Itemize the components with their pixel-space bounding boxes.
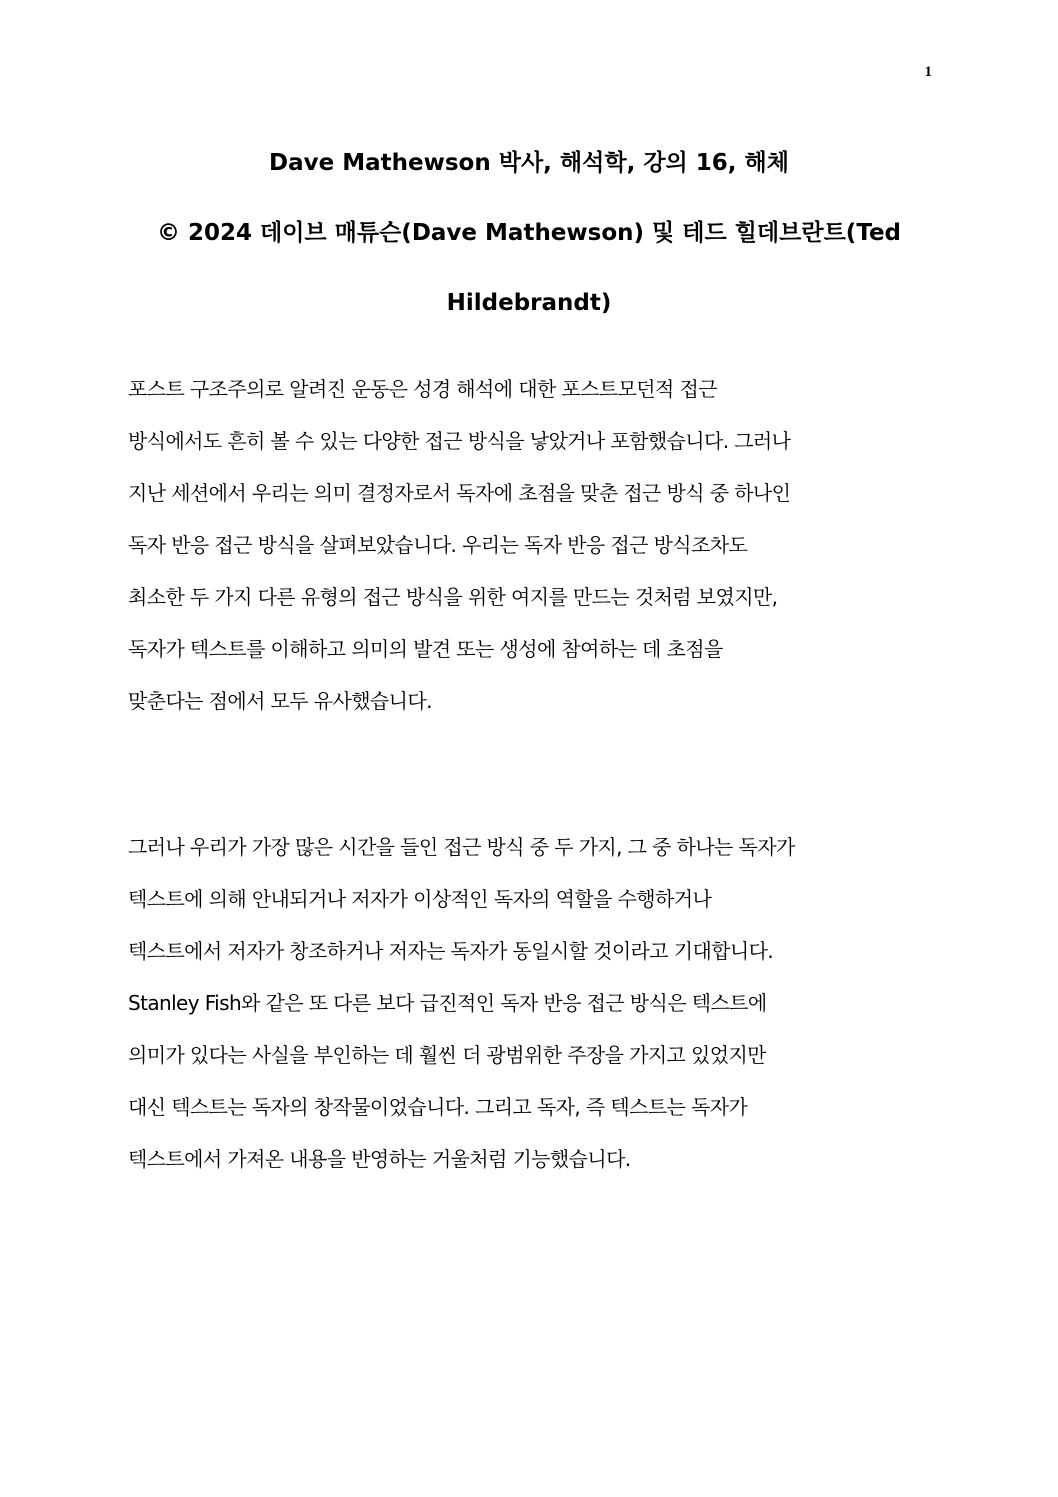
- paragraph-line: Stanley Fish와 같은 또 다른 보다 급진적인 독자 반응 접근 방식은 텍스트에: [128, 991, 767, 1015]
- title-line-2: © 2024 데이브 매튜슨(Dave Mathewson) 및 테드 힐데브란트(Ted: [156, 220, 902, 246]
- paragraph-line: 텍스트에 의해 안내되거나 저자가 이상적인 독자의 역할을 수행하거나: [128, 887, 712, 911]
- paragraph-line: 대신 텍스트는 독자의 창작물이었습니다. 그리고 독자, 즉 텍스트는 독자가: [128, 1095, 748, 1119]
- paragraph-line: 텍스트에서 가져온 내용을 반영하는 거울처럼 기능했습니다.: [128, 1147, 631, 1171]
- paragraph-line: 독자가 텍스트를 이해하고 의미의 발견 또는 생성에 참여하는 데 초점을: [128, 637, 723, 661]
- paragraph-line: 지난 세션에서 우리는 의미 결정자로서 독자에 초점을 맞춘 접근 방식 중 하나인: [128, 481, 791, 505]
- paragraph-line: 방식에서도 흔히 볼 수 있는 다양한 접근 방식을 낳았거나 포함했습니다. 그러나: [128, 429, 791, 453]
- paragraph-line: 그러나 우리가 가장 많은 시간을 들인 접근 방식 중 두 가지, 그 중 하나는 독자가: [128, 835, 795, 859]
- paragraph-1: [128, 363, 930, 727]
- paragraph-line: 텍스트에서 저자가 창조하거나 저자는 독자가 동일시할 것이라고 기대합니다.: [128, 939, 774, 963]
- document-title: [128, 128, 930, 338]
- paragraph-2: [128, 821, 930, 1185]
- paragraph-line: 최소한 두 가지 다른 유형의 접근 방식을 위한 여지를 만드는 것처럼 보였지만,: [128, 585, 778, 609]
- paragraph-line: 독자 반응 접근 방식을 살펴보았습니다. 우리는 독자 반응 접근 방식조차도: [128, 533, 748, 557]
- title-line-1: Dave Mathewson 박사, 해석학, 강의 16, 해체: [269, 150, 789, 176]
- title-line-3: Hildebrandt): [446, 290, 612, 316]
- paragraph-line: 의미가 있다는 사실을 부인하는 데 훨씬 더 광범위한 주장을 가지고 있었지만: [128, 1043, 766, 1067]
- paragraph-line: 포스트 구조주의로 알려진 운동은 성경 해석에 대한 포스트모던적 접근: [128, 377, 717, 401]
- page-number: 1: [924, 64, 932, 80]
- paragraph-line: 맞춘다는 점에서 모두 유사했습니다.: [128, 689, 432, 713]
